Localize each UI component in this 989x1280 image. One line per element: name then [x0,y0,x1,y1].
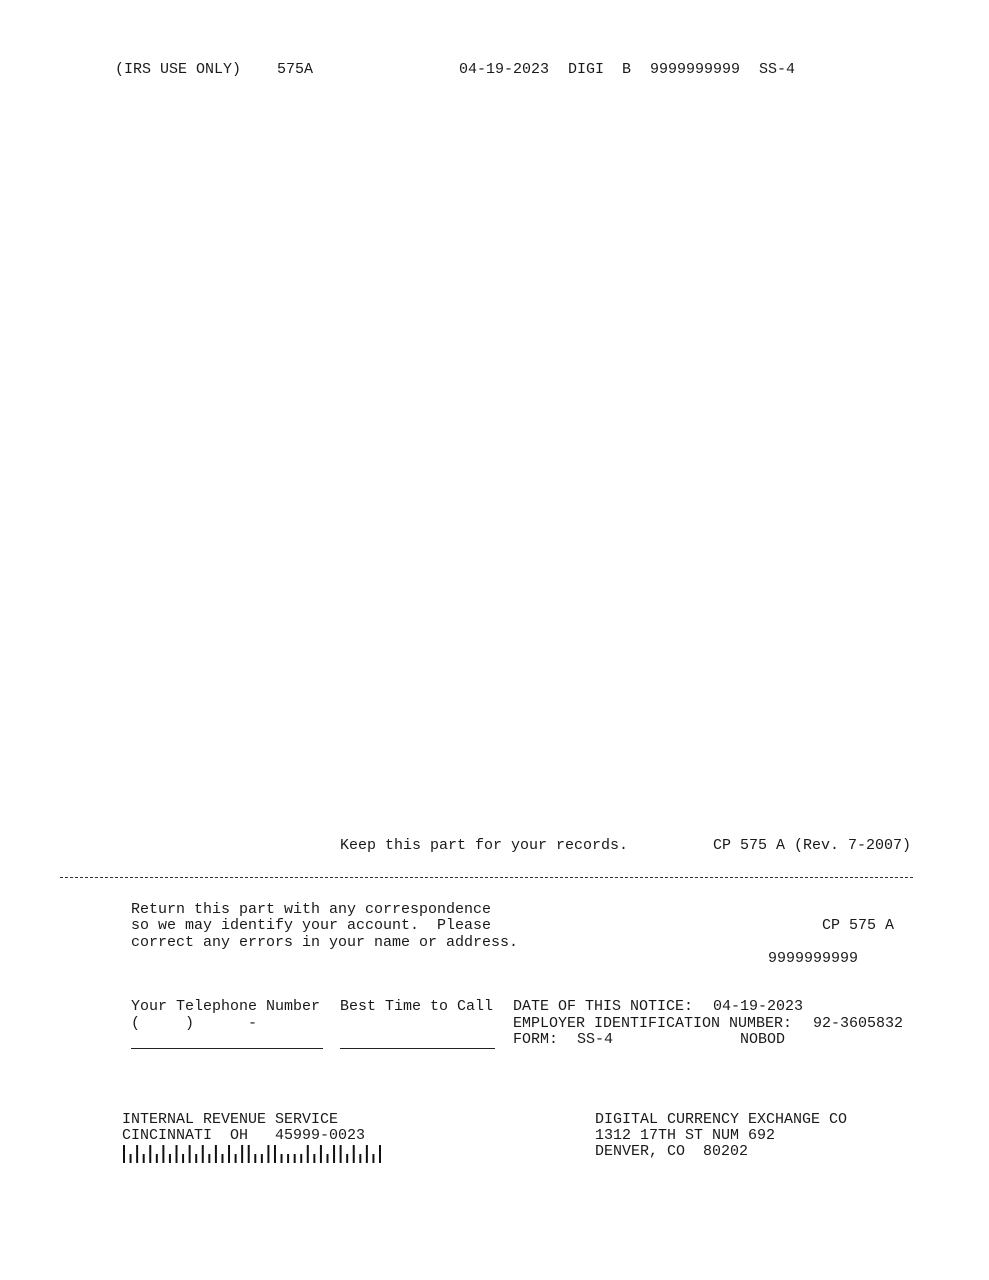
barcode-full-bar [241,1145,243,1163]
barcode-full-bar [307,1145,309,1163]
ein-value: 92-3605832 [813,1015,904,1032]
instruction-line-1: Return this part with any correspondence [131,901,492,918]
taxpayer-address-line-1: DIGITAL CURRENCY EXCHANGE CO [595,1111,848,1128]
barcode-half-bar [359,1154,361,1163]
barcode-half-bar [313,1154,315,1163]
barcode-full-bar [366,1145,368,1163]
letter-code: B [622,61,632,78]
header-form-ref: SS-4 [759,61,796,78]
barcode-half-bar [208,1154,210,1163]
barcode-full-bar [123,1145,125,1163]
barcode-full-bar [176,1145,178,1163]
barcode-full-bar [202,1145,204,1163]
barcode-full-bar [267,1145,269,1163]
name-control: DIGI [568,61,605,78]
filing-requirement-code: NOBOD [740,1031,786,1048]
barcode-half-bar [130,1154,132,1163]
form-label: FORM: [513,1031,559,1048]
form-code: 575A [277,61,314,78]
irs-address-line-2: CINCINNATI OH 45999-0023 [122,1127,366,1144]
barcode-full-bar [340,1145,342,1163]
barcode-full-bar [162,1145,164,1163]
header-date: 04-19-2023 [459,61,550,78]
telephone-label: Your Telephone Number [131,998,321,1015]
barcode-half-bar [294,1154,296,1163]
barcode-full-bar [189,1145,191,1163]
barcode-full-bar [333,1145,335,1163]
irs-use-only-label: (IRS USE ONLY) [115,61,242,78]
barcode-full-bar [136,1145,138,1163]
instruction-line-3: correct any errors in your name or address. [131,934,519,951]
barcode-half-bar [221,1154,223,1163]
barcode-full-bar [215,1145,217,1163]
barcode-half-bar [300,1154,302,1163]
postal-barcode [123,1145,381,1163]
notice-code: CP 575 A [822,917,895,934]
barcode-half-bar [254,1154,256,1163]
barcode-full-bar [248,1145,250,1163]
barcode-full-bar [379,1145,381,1163]
date-of-notice-label: DATE OF THIS NOTICE: [513,998,694,1015]
instruction-line-2: so we may identify your account. Please [131,917,492,934]
barcode-half-bar [182,1154,184,1163]
barcode-full-bar [353,1145,355,1163]
barcode-half-bar [326,1154,328,1163]
best-time-field-line[interactable] [340,1048,495,1049]
barcode-half-bar [235,1154,237,1163]
ein-label: EMPLOYER IDENTIFICATION NUMBER: [513,1015,793,1032]
barcode-full-bar [274,1145,276,1163]
irs-address-line-1: INTERNAL REVENUE SERVICE [122,1111,339,1128]
header-ein-masked: 9999999999 [650,61,741,78]
telephone-field-line[interactable] [131,1048,323,1049]
notice-revision: CP 575 A (Rev. 7-2007) [713,837,912,854]
barcode-full-bar [228,1145,230,1163]
barcode-half-bar [281,1154,283,1163]
barcode-half-bar [195,1154,197,1163]
keep-records-text: Keep this part for your records. [340,837,629,854]
form-value: SS-4 [577,1031,614,1048]
taxpayer-address-line-2: 1312 17TH ST NUM 692 [595,1127,776,1144]
barcode-full-bar [149,1145,151,1163]
barcode-half-bar [156,1154,158,1163]
account-number: 9999999999 [768,950,859,967]
barcode-half-bar [372,1154,374,1163]
date-of-notice-value: 04-19-2023 [713,998,804,1015]
barcode-half-bar [346,1154,348,1163]
barcode-half-bar [287,1154,289,1163]
phone-template: ( ) - [131,1015,258,1032]
barcode-half-bar [143,1154,145,1163]
best-time-label: Best Time to Call [340,998,494,1015]
barcode-full-bar [320,1145,322,1163]
tear-off-line [60,877,913,878]
barcode-half-bar [261,1154,263,1163]
taxpayer-address-line-3: DENVER, CO 80202 [595,1143,749,1160]
barcode-half-bar [169,1154,171,1163]
